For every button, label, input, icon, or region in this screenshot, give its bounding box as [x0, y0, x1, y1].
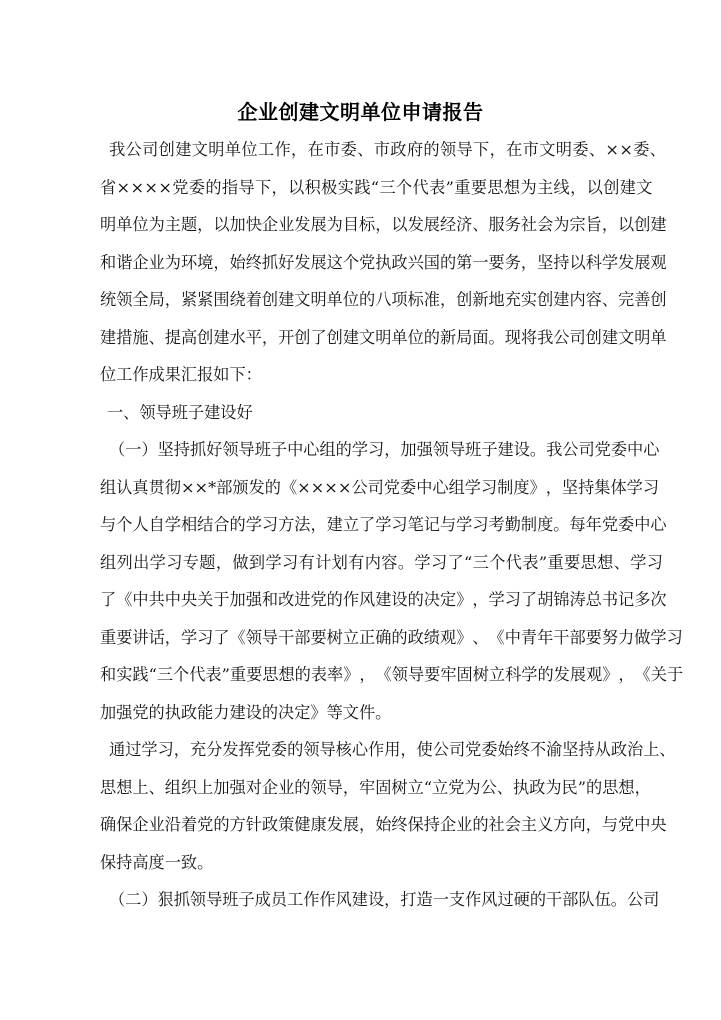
text-line: 加强党的执政能力建设的决定》等文件。: [100, 702, 392, 722]
document-body: [100, 131, 684, 919]
text-line: 明 单 位 为 主 题 ， 以 加 快 企 业 发 展 为 目 标 ， 以 发 展 经 济 、 服 务 社 会 为 宗 旨 ， 以 创 建: [100, 215, 667, 234]
text-line: 保持高度一致。: [100, 852, 214, 872]
page-title: 企业创建文明单位申请报告: [237, 100, 484, 125]
text-line: 和 谐 企 业 为 环 境 ， 始 终 抓 好 发 展 这 个 党 执 政 兴 国 的 第 一 要 务 ， 坚 持 以 科 学 发 展 观: [100, 252, 667, 272]
text-line: 一、领导班子建设好: [107, 402, 253, 422]
text-line: 组 认 真 贯 彻 × × * 部 颁 发 的 《 × × × × 公 司 党 委 中 心 组 学 习 制 度 》 ， 坚 持 集 体 学 习: [100, 477, 659, 497]
text-line: 与 个 人 自 学 相 结 合 的 学 习 方 法 ， 建 立 了 学 习 笔 记 与 学 习 考 勤 制 度 。 每 年 党 委 中 心: [100, 515, 667, 534]
text-line: 我 公 司 创 建 文 明 单 位 工 作 ， 在 市 委 、 市 政 府 的 领 导 下 ， 在 市 文 明 委 、 × × 委 、: [109, 140, 667, 159]
text-line: 统 领 全 局 ， 紧 紧 围 绕 着 创 建 文 明 单 位 的 八 项 标 准 ， 创 新 地 充 实 创 建 内 容 、 完 善 创: [100, 290, 667, 309]
text-line: 建 措 施 、 提 高 创 建 水 平 ， 开 创 了 创 建 文 明 单 位 的 新 局 面 。 现 将 我 公 司 创 建 文 明 单: [100, 327, 667, 347]
text-line: 重 要 讲 话 ， 学 习 了 《 领 导 干 部 要 树 立 正 确 的 政 绩 观 》 、 《 中 青 年 干 部 要 努 力 做 学 习: [100, 627, 683, 647]
text-line: 位工作成果汇报如下：: [100, 365, 262, 384]
text-line: 和 实 践 “ 三 个 代 表 ” 重 要 思 想 的 表 率 》 ， 《 领 导 要 牢 固 树 立 科 学 的 发 展 观 》 ， 《 关 于: [100, 665, 684, 684]
text-line: 确 保 企 业 沿 着 党 的 方 针 政 策 健 康 发 展 ， 始 终 保 持 企 业 的 社 会 主 义 方 向 ， 与 党 中 央: [100, 815, 667, 834]
text-line: 省 × × × × 党 委 的 指 导 下 ， 以 积 极 实 践 “ 三 个 代 表 ” 重 要 思 想 为 主 线 ， 以 创 建 文: [100, 177, 653, 197]
text-line: （二）狠抓领导班子成员工作作风建设，打造一支作风过硬的干部队伍。公司: [109, 890, 660, 909]
text-line: （ 一 ） 坚 持 抓 好 领 导 班 子 中 心 组 的 学 习 ， 加 强 领 导 班 子 建 设 。 我 公 司 党 委 中 心: [109, 440, 660, 459]
text-line: 通 过 学 习 ， 充 分 发 挥 党 委 的 领 导 核 心 作 用 ， 使 公 司 党 委 始 终 不 渝 坚 持 从 政 治 上 、: [109, 740, 676, 759]
text-line: 思 想 上 、 组 织 上 加 强 对 企 业 的 领 导 ， 牢 固 树 立 “ 立 党 为 公 、 执 政 为 民 ” 的 思 想 ，: [100, 777, 651, 797]
text-line: 了 《 中 共 中 央 关 于 加 强 和 改 进 党 的 作 风 建 设 的 决 定 》 ， 学 习 了 胡 锦 涛 总 书 记 多 次: [100, 590, 667, 609]
text-line: 组 列 出 学 习 专 题 ， 做 到 学 习 有 计 划 有 内 容 。 学 习 了 “ 三 个 代 表 ” 重 要 思 想 、 学 习: [100, 552, 664, 572]
